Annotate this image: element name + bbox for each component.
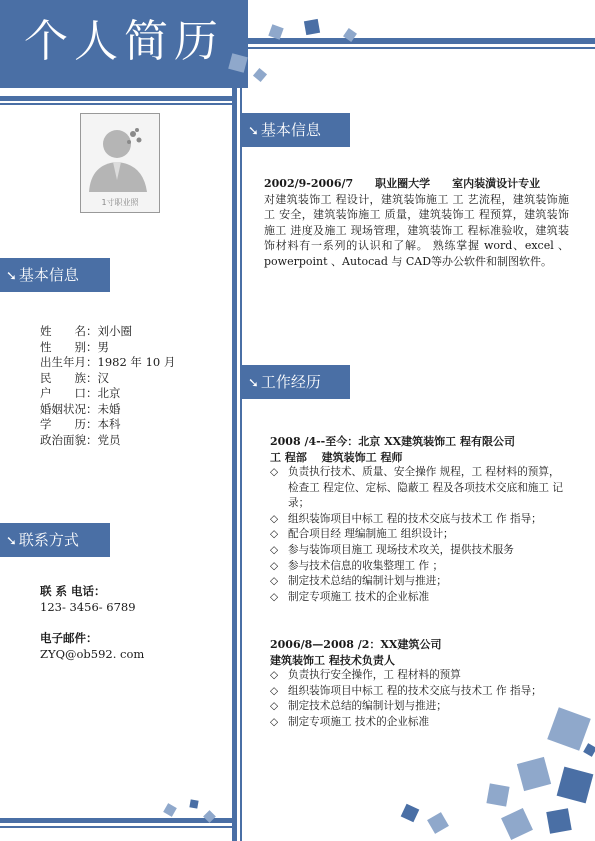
info-row xyxy=(40,402,225,418)
list-item-text: 组织装饰项目中标工 程的技术交底与技术工 作 指导； xyxy=(288,684,542,697)
list-item-text: 参与技术信息的收集整理工 作 ； xyxy=(288,559,444,572)
info-row xyxy=(40,355,225,371)
education-block xyxy=(264,176,569,269)
info-value: 男 xyxy=(97,339,109,354)
diamond-icon: ◇ xyxy=(270,528,279,541)
list-item xyxy=(270,590,570,606)
list-item xyxy=(270,668,570,684)
arrow-icon: ➘ xyxy=(248,124,259,139)
section-title: 基本信息 xyxy=(18,266,79,284)
section-header-basic-info xyxy=(0,258,110,292)
info-row xyxy=(40,371,225,387)
info-value: 本科 xyxy=(97,417,121,431)
info-row xyxy=(40,324,225,340)
deco-square xyxy=(427,812,449,834)
list-item xyxy=(270,543,570,559)
list-item-text: 制定专项施工 技术的企业标准 xyxy=(288,590,430,603)
section-title: 联系方式 xyxy=(18,531,79,549)
info-row xyxy=(40,340,225,356)
info-key: 学 历： xyxy=(40,417,98,431)
list-item-text: 负责执行安全操作，工 程材料的预算 xyxy=(288,669,461,681)
deco-square xyxy=(189,799,198,808)
arrow-icon: ➘ xyxy=(248,376,259,391)
info-value: 汉 xyxy=(97,370,109,385)
list-item xyxy=(270,699,570,715)
avatar-icon xyxy=(81,116,159,196)
left-stripe xyxy=(0,96,232,101)
bottom-stripe xyxy=(0,818,232,823)
diamond-icon: ◇ xyxy=(270,466,279,478)
info-row xyxy=(40,386,225,402)
info-row xyxy=(40,433,225,449)
phone-label: 联 系 电话： xyxy=(40,584,106,598)
section-title: 基本信息 xyxy=(260,121,321,139)
info-value: 刘小圈 xyxy=(97,324,132,338)
list-item xyxy=(270,574,570,590)
list-item xyxy=(270,715,570,731)
list-item-text: 参与装饰项目施工 现场技术攻关，提供技术服务 xyxy=(288,543,514,556)
education-line: 2002/9-2006/7 职业圈大学 室内装潢设计专业 xyxy=(264,177,541,190)
deco-square xyxy=(546,808,571,833)
deco-square xyxy=(304,19,320,35)
diamond-icon: ◇ xyxy=(270,700,279,713)
info-row xyxy=(40,417,225,433)
job-block xyxy=(270,434,570,605)
info-value: 党员 xyxy=(97,432,121,447)
list-item xyxy=(270,559,570,575)
diamond-icon: ◇ xyxy=(270,559,279,572)
list-item xyxy=(270,527,570,543)
top-stripe xyxy=(248,38,595,44)
info-value: 未婚 xyxy=(97,401,121,416)
list-item xyxy=(270,465,570,512)
basic-info-list xyxy=(40,324,225,448)
deco-square xyxy=(401,804,420,823)
info-value: 北京 xyxy=(97,386,121,400)
photo-placeholder xyxy=(80,113,160,213)
list-item-text: 负责执行技术、质量、安全操作 规程，工 程材料的预算，检查工 程定位、定标、隐蔽工 程及各项技术交底和施工 记录； xyxy=(288,466,563,510)
diamond-icon: ◇ xyxy=(270,543,279,556)
list-item-text: 配合项目经 理编制施工 组织设计； xyxy=(288,528,454,541)
vertical-divider-thin xyxy=(240,85,242,841)
diamond-icon: ◇ xyxy=(270,669,279,681)
email-value: ZYQ@ob592. com xyxy=(40,646,145,661)
deco-square xyxy=(583,743,595,757)
page-title: 个人简历 xyxy=(24,16,224,67)
job-role-line: 工 程部 建筑装饰工 程师 xyxy=(270,450,403,464)
job-title-line: 2006/8—2008 /2：XX建筑公司 xyxy=(270,638,442,651)
section-header-contact xyxy=(0,523,110,557)
arrow-icon: ➘ xyxy=(6,534,17,549)
deco-square xyxy=(253,68,267,82)
education-description: 对建筑装饰工 程设计，建筑装饰施工 工 艺流程，建筑装饰施工 安全，建筑装饰施工 质量，建筑装饰工 程预算，建筑装饰施工 进度及施工 现场管理，建筑装饰工 程标准验收，建筑装饰材料有一系列的认识和了解。 熟练掌握 word、excel 、powerpoint 、Autocad 与 CAD等办公软件和制图软件。 xyxy=(264,192,569,268)
email-label: 电子邮件： xyxy=(40,631,98,645)
info-key: 户 口： xyxy=(40,386,98,400)
section-title: 工作经历 xyxy=(260,373,321,391)
diamond-icon: ◇ xyxy=(270,575,279,588)
top-stripe-thin xyxy=(248,47,595,49)
job-role-line: 建筑装饰工 程技术负责人 xyxy=(270,653,395,667)
info-key: 性 别： xyxy=(40,339,98,354)
list-item-text: 组织装饰项目中标工 程的技术交底与技术工 作 指导； xyxy=(288,512,542,525)
diamond-icon: ◇ xyxy=(270,684,279,697)
section-header-education xyxy=(242,113,350,147)
diamond-icon: ◇ xyxy=(270,590,279,603)
deco-square xyxy=(517,757,551,791)
info-key: 婚姻状况： xyxy=(40,401,98,416)
list-item xyxy=(270,684,570,700)
deco-square xyxy=(501,808,533,840)
section-header-work xyxy=(242,365,350,399)
info-key: 姓 名： xyxy=(40,324,98,338)
diamond-icon: ◇ xyxy=(270,715,279,728)
arrow-icon: ➘ xyxy=(6,269,17,284)
info-key: 民 族： xyxy=(40,370,98,385)
deco-square xyxy=(486,783,509,806)
list-item xyxy=(270,512,570,528)
job-block xyxy=(270,637,570,730)
info-value: 1982 年 10 月 xyxy=(97,355,176,369)
deco-square xyxy=(557,767,594,804)
deco-square xyxy=(163,803,177,817)
phone-value: 123- 3456- 6789 xyxy=(40,599,136,614)
vertical-divider xyxy=(232,85,237,841)
job-title-line: 2008 /4--至今：北京 XX建筑装饰工 程有限公司 xyxy=(270,435,515,448)
bottom-stripe-thin xyxy=(0,826,232,828)
list-item-text: 制定技术总结的编制计划与推进； xyxy=(288,575,447,588)
diamond-icon: ◇ xyxy=(270,512,279,525)
info-key: 政治面貌： xyxy=(40,432,98,447)
list-item-text: 制定专项施工 技术的企业标准 xyxy=(288,715,430,728)
contact-block xyxy=(40,584,225,662)
photo-caption: 1寸职业照 xyxy=(101,198,139,207)
info-key: 出生年月： xyxy=(40,355,98,369)
left-stripe-thin xyxy=(0,103,232,105)
list-item-text: 制定技术总结的编制计划与推进； xyxy=(288,700,447,713)
